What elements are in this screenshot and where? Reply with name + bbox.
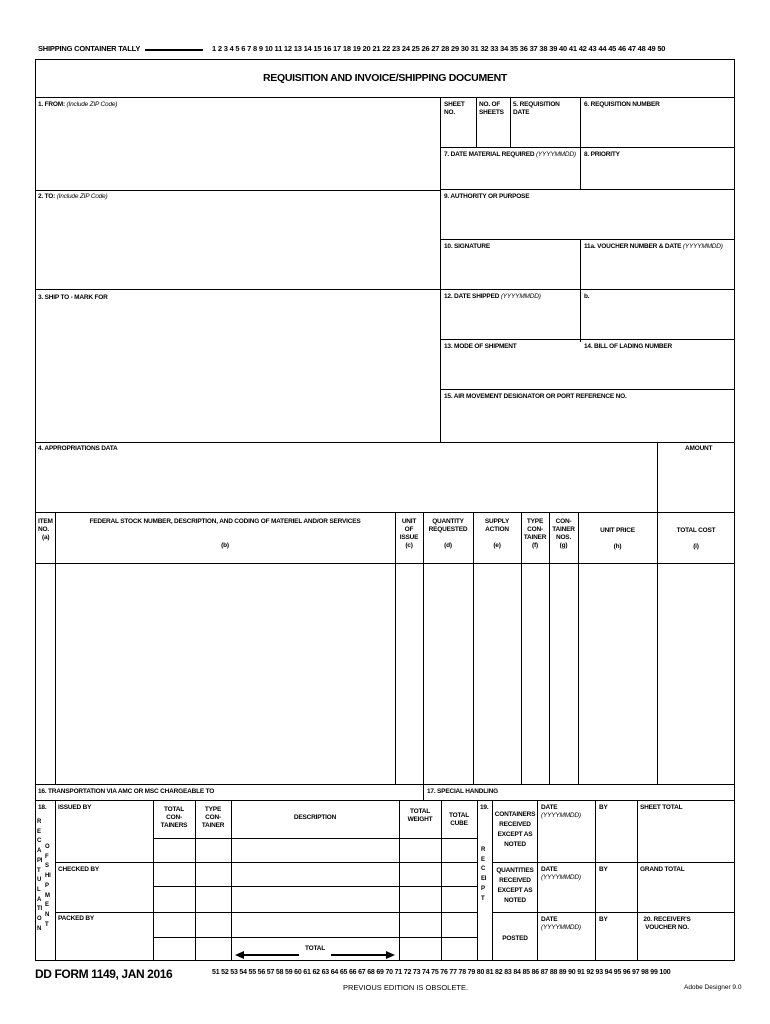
- col-e-header: SUPPLY ACTION (e): [484, 518, 510, 549]
- receipt-vertical: RECEIPT: [481, 847, 487, 902]
- by-label-3: BY: [599, 916, 608, 923]
- form-title: REQUISITION AND INVOICE/SHIPPING DOCUMENT: [263, 72, 507, 84]
- tally-numbers-top: 1 2 3 4 5 6 7 8 9 10 11 12 13 14 15 16 17 18 19 20 21 22 23 24 25 26 27 28 29 30 31 32 33 34 35 36 37 38 39 40 41 42 43 44 45 46 47 48 49 50: [212, 45, 666, 53]
- tally-numbers-bottom: 51 52 53 54 55 56 57 58 59 60 61 62 63 64 65 66 67 68 69 70 71 72 73 74 75 76 77 78 79 80 81 82 83 84 85 86 87 88 89 90 91 92 93 94 95 96 97 98 99 100: [212, 969, 671, 976]
- col-c-header: UNIT OF ISSUE (c): [399, 518, 419, 549]
- grand-total-label: GRAND TOTAL: [640, 866, 685, 873]
- previous-edition-note: PREVIOUS EDITION IS OBSOLETE.: [343, 983, 469, 992]
- from-address-field[interactable]: [37, 112, 437, 188]
- ship-to-label: 3. SHIP TO - MARK FOR: [38, 294, 108, 301]
- col-a-header: ITEM NO. (a): [38, 518, 53, 541]
- air-movement-label: 15. AIR MOVEMENT DESIGNATOR OR PORT REFERENCE NO.: [444, 393, 627, 400]
- checked-by-label: CHECKED BY: [58, 866, 99, 873]
- special-handling-label: 17. SPECIAL HANDLING: [427, 788, 499, 795]
- containers-received-label: CONTAINERS RECEIVED EXCEPT AS NOTED: [494, 811, 536, 848]
- from-label: 1. FROM: (Include ZIP Code): [38, 101, 118, 108]
- appropriations-label: 4. APPROPRIATIONS DATA: [38, 445, 118, 452]
- signature-label: 10. SIGNATURE: [444, 243, 491, 250]
- sheet-total-label: SHEET TOTAL: [640, 804, 683, 811]
- receivers-voucher-label: 20. RECEIVER'S VOUCHER NO.: [643, 916, 691, 931]
- col-g-header: CON- TAINER NOS. (g): [552, 518, 575, 549]
- total-label: TOTAL: [304, 945, 326, 952]
- total-containers-label: TOTAL CON- TAINERS: [160, 806, 188, 829]
- requisition-date-label: 5. REQUISITION DATE: [513, 101, 560, 116]
- tally-line: [145, 49, 203, 51]
- issued-by-label: ISSUED BY: [58, 804, 92, 811]
- date-shipped-label: 12. DATE SHIPPED (YYYYMMDD): [444, 293, 541, 300]
- total-weight-label: TOTAL WEIGHT: [407, 808, 433, 823]
- form-number: DD FORM 1149, JAN 2016: [35, 967, 173, 981]
- col-i-header: TOTAL COST (i): [676, 527, 716, 550]
- tally-label: SHIPPING CONTAINER TALLY: [38, 44, 141, 53]
- ship-to-field[interactable]: [37, 305, 437, 439]
- requisition-number-label: 6. REQUISITION NUMBER: [584, 101, 660, 108]
- no-of-sheets-label: NO. OF SHEETS: [479, 101, 504, 116]
- posted-label: POSTED: [502, 935, 528, 942]
- transportation-label: 16. TRANSPORTATION VIA AMC OR MSC CHARGEABLE TO: [38, 788, 215, 795]
- voucher-label: 11a. VOUCHER NUMBER & DATE (YYYYMMDD): [584, 243, 723, 250]
- description-label: DESCRIPTION: [293, 814, 337, 821]
- date-label-3: DATE (YYYYMMDD): [541, 916, 581, 931]
- col-f-header: TYPE CON- TAINER (f): [523, 518, 547, 549]
- date-required-label: 7. DATE MATERIAL REQUIRED (YYYYMMDD): [444, 151, 576, 158]
- block-18-number: 18.: [38, 804, 47, 811]
- designer-note: Adobe Designer 9.0: [684, 984, 742, 991]
- by-label-1: BY: [599, 804, 608, 811]
- recapitulation-vertical: RECAPITULATION: [37, 819, 43, 932]
- date-label-1: DATE (YYYYMMDD): [541, 804, 581, 819]
- mode-label: 13. MODE OF SHIPMENT: [444, 343, 517, 350]
- b-label: b.: [584, 293, 590, 300]
- authority-label: 9. AUTHORITY OR PURPOSE: [444, 193, 530, 200]
- by-label-2: BY: [599, 866, 608, 873]
- priority-label: 8. PRIORITY: [584, 151, 620, 158]
- date-label-2: DATE (YYYYMMDD): [541, 866, 581, 881]
- type-container-label: TYPE CON- TAINER: [201, 806, 225, 829]
- sheet-no-label: SHEET NO.: [444, 101, 465, 116]
- to-label: 2. TO: (Include ZIP Code): [38, 193, 108, 200]
- packed-by-label: PACKED BY: [58, 915, 95, 922]
- quantities-received-label: QUANTITIES RECEIVED EXCEPT AS NOTED: [496, 867, 534, 904]
- of-shipment-vertical: OF SHIPMENT: [45, 844, 51, 928]
- amount-label: AMOUNT: [685, 445, 713, 452]
- line-items-area[interactable]: [37, 565, 733, 782]
- col-b-header: FEDERAL STOCK NUMBER, DESCRIPTION, AND CODING OF MATERIEL AND/OR SERVICES (b): [89, 518, 361, 549]
- to-address-field[interactable]: [37, 204, 437, 284]
- col-d-header: QUANTITY REQUESTED (d): [428, 518, 468, 549]
- total-cube-label: TOTAL CUBE: [448, 812, 470, 827]
- bill-of-lading-label: 14. BILL OF LADING NUMBER: [584, 343, 673, 350]
- col-h-header: UNIT PRICE (h): [600, 527, 635, 550]
- form-frame: [35, 59, 735, 961]
- block-19-number: 19.: [480, 804, 489, 811]
